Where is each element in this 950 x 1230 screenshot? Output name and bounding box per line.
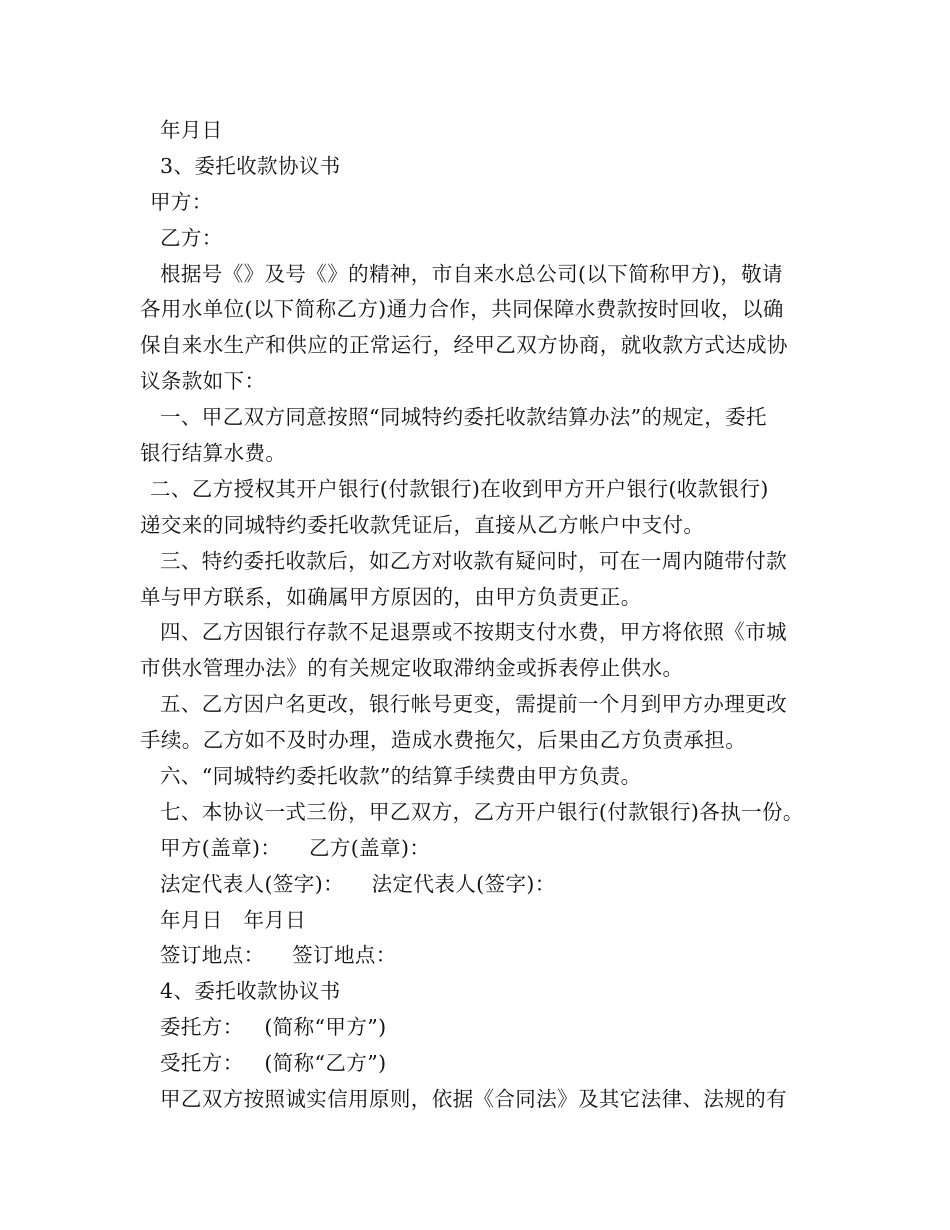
- date-line: 年月日: [160, 118, 223, 142]
- paragraph-line: 根据号《》及号《》的精神，市自来水总公司(以下简称甲方)，敬请: [160, 261, 783, 286]
- clause-line: 单与甲方联系，如确属甲方原因的，由甲方负责更正。: [140, 584, 642, 609]
- paragraph-line: 议条款如下：: [140, 369, 266, 394]
- clause-line: 五、乙方因户名更改，银行帐号更变，需提前一个月到甲方办理更改: [160, 692, 787, 717]
- clause-line: 银行结算水费。: [140, 441, 287, 466]
- seal-line: 甲方(盖章)： 乙方(盖章)：: [160, 835, 431, 860]
- paragraph-line: 保自来水生产和供应的正常运行，经甲乙双方协商，就收款方式达成协: [140, 333, 788, 358]
- clause-line: 递交来的同城特约委托收款凭证后，直接从乙方帐户中支付。: [140, 512, 705, 537]
- clause-line: 市供水管理办法》的有关规定收取滞纳金或拆表停止供水。: [140, 656, 684, 681]
- section-heading-3: 3、委托收款协议书: [160, 153, 341, 178]
- paragraph-line: 各用水单位(以下简称乙方)通力合作，共同保障水费款按时回收，以确: [140, 297, 784, 322]
- date-line: 年月日 年月日: [160, 907, 307, 932]
- clause-line: 七、本协议一式三份，甲乙双方，乙方开户银行(付款银行)各执一份。: [160, 799, 804, 824]
- signature-line: 法定代表人(签字)： 法定代表人(签字)：: [160, 871, 556, 896]
- clause-line: 手续。乙方如不及时办理，造成水费拖欠，后果由乙方负责承担。: [140, 728, 747, 753]
- party-a-line: 甲方：: [150, 189, 213, 214]
- clause-line: 二、乙方授权其开户银行(付款银行)在收到甲方开户银行(收款银行): [150, 476, 769, 501]
- location-line: 签订地点： 签订地点：: [160, 943, 397, 968]
- clause-line: 一、甲乙双方同意按照“同城特约委托收款结算办法”的规定，委托: [160, 405, 767, 430]
- clause-line: 六、“同城特约委托收款”的结算手续费由甲方负责。: [160, 764, 642, 789]
- principal-line: 委托方： (简称“甲方”): [160, 1015, 387, 1040]
- document-body: [140, 113, 830, 1118]
- section-heading-4: 4、委托收款协议书: [160, 979, 341, 1004]
- clause-line: 三、特约委托收款后，如乙方对收款有疑问时，可在一周内随带付款: [160, 548, 787, 573]
- party-b-line: 乙方：: [160, 225, 223, 250]
- clause-line: 四、乙方因银行存款不足退票或不按期支付水费，甲方将依照《市城: [160, 620, 787, 645]
- paragraph-line: 甲乙双方按照诚实信用原则，依据《合同法》及其它法律、法规的有: [160, 1087, 787, 1112]
- agent-line: 受托方： (简称“乙方”): [160, 1051, 387, 1076]
